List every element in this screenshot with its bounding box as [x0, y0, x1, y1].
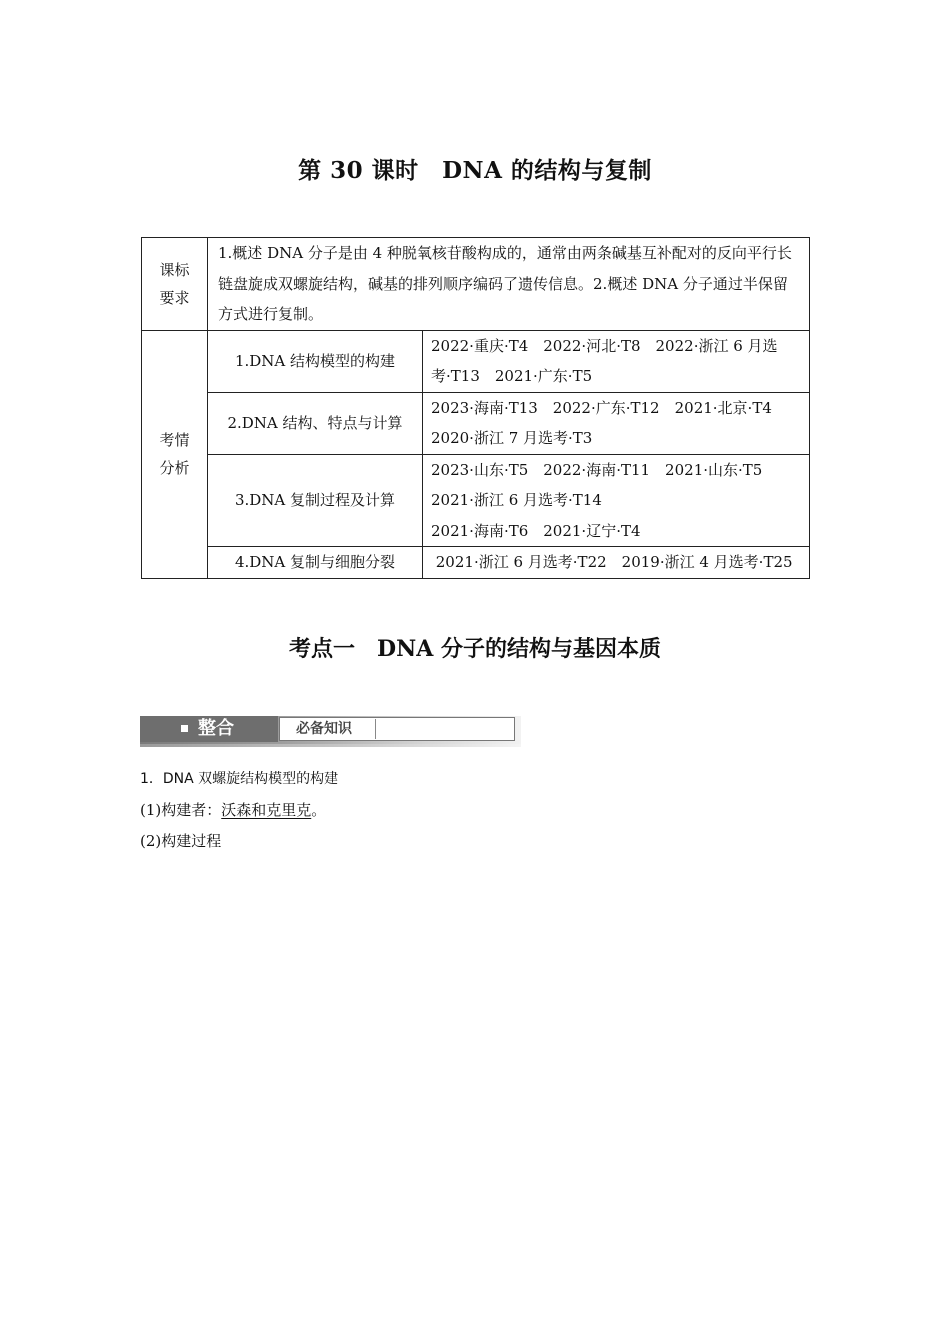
topic-cell: 3.DNA 复制过程及计算 — [208, 454, 423, 547]
banner-tag-label: 必备知识 — [296, 721, 352, 737]
exam-line: 2021·海南·T6 2021·辽宁·T4 — [431, 521, 641, 540]
builder-answer: 沃森和克里克 — [221, 801, 312, 819]
banner-main-label: 整合 — [198, 718, 234, 739]
topic-cell: 4.DNA 复制与细胞分裂 — [208, 547, 423, 579]
analysis-row-2 — [142, 392, 810, 454]
content-heading: 1．DNA 双螺旋结构模型的构建 — [140, 771, 339, 787]
exam-line: 2020·浙江 7 月选考·T3 — [431, 429, 593, 447]
analysis-label — [142, 330, 208, 578]
analysis-label-text: 考情 分析 — [159, 431, 190, 477]
banner-underline — [140, 744, 521, 747]
standard-text: 1.概述 DNA 分子是由 4 种脱氧核苷酸构成的，通常由两条碱基互补配对的反向平行长链盘旋成双螺旋结构，碱基的排列顺序编码了遗传信息。2.概述 DNA 分子通过半保留方式进行复制。 — [208, 238, 810, 331]
process-line: (2)构建过程 — [140, 832, 222, 850]
lesson-title: 第 30 课时 DNA 的结构与复制 — [298, 157, 652, 184]
builder-suffix: 。 — [311, 801, 327, 819]
exam-line: 考·T13 2021·广东·T5 — [431, 367, 593, 385]
builder-line — [140, 799, 326, 821]
analysis-row-3 — [142, 454, 810, 547]
exam-line: 2021·浙江 6 月选考·T14 — [431, 491, 602, 509]
standard-label — [142, 238, 208, 331]
section-title: 考点一 DNA 分子的结构与基因本质 — [289, 636, 661, 662]
section-banner — [140, 716, 521, 748]
topic-cell: 1.DNA 结构模型的构建 — [208, 330, 423, 392]
standard-row — [142, 238, 810, 331]
curriculum-table — [141, 237, 810, 579]
exam-line: 2021·浙江 6 月选考·T22 2019·浙江 4 月选考·T25 — [431, 553, 793, 571]
exam-cell — [423, 330, 810, 392]
builder-prefix: (1)构建者： — [140, 801, 222, 819]
analysis-row-4 — [142, 547, 810, 579]
exam-line: 2023·海南·T13 2022·广东·T12 2021·北京·T4 — [431, 398, 772, 417]
exam-cell — [423, 392, 810, 454]
exam-cell — [423, 454, 810, 547]
exam-line: 2022·重庆·T4 2022·河北·T8 2022·浙江 6 月选 — [431, 336, 778, 355]
exam-line: 2023·山东·T5 2022·海南·T11 2021·山东·T5 — [431, 460, 763, 479]
standard-label-text: 课标 要求 — [159, 260, 190, 307]
exam-cell — [423, 547, 810, 579]
square-bullet-icon — [181, 725, 188, 732]
analysis-row-1 — [142, 330, 810, 392]
topic-cell: 2.DNA 结构、特点与计算 — [208, 392, 423, 454]
